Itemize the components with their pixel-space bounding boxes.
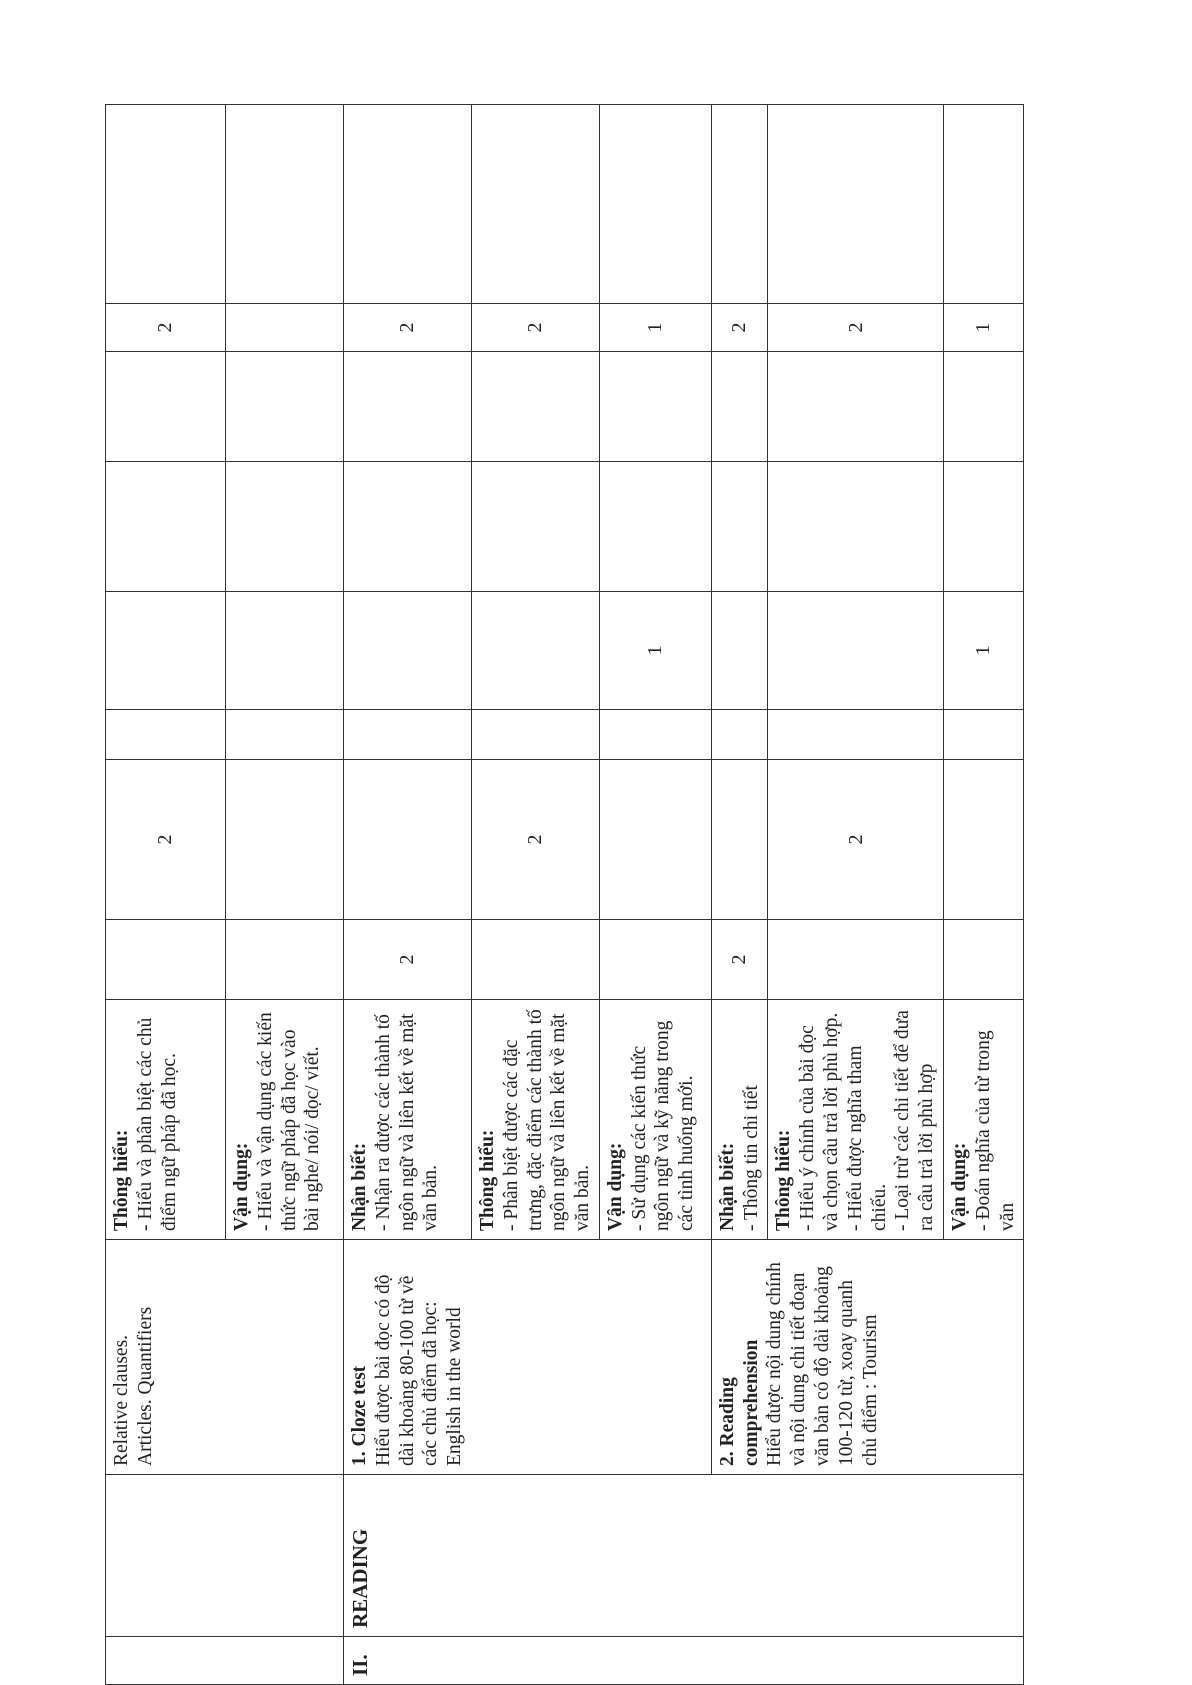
skill-description-cell: [106, 1000, 226, 1240]
question-count-cell: [599, 920, 711, 1000]
question-count-cell: [106, 920, 226, 1000]
question-count-cell: [106, 352, 226, 462]
question-count-cell: 2: [472, 760, 600, 920]
question-count-cell: [599, 105, 711, 304]
topic-cell: [106, 1240, 344, 1475]
topic-line: English in the world: [444, 1307, 466, 1466]
question-count-cell: [226, 304, 344, 352]
table-row: [711, 105, 768, 1685]
question-count-cell: [106, 462, 226, 592]
question-count-cell: [226, 462, 344, 592]
question-count-cell: [599, 710, 711, 760]
question-count-cell: 1: [599, 304, 711, 352]
table-row: [106, 105, 226, 1685]
question-count-cell: [711, 760, 768, 920]
question-count-cell: 2: [711, 304, 768, 352]
question-count-cell: [344, 592, 472, 710]
rotated-document-page: [105, 105, 1185, 1685]
question-count-cell: [106, 592, 226, 710]
question-count-cell: [344, 710, 472, 760]
cognitive-level-label: Thông hiểu:: [477, 1129, 498, 1231]
question-count-cell: [599, 760, 711, 920]
question-count-cell: 2: [472, 304, 600, 352]
question-count-cell: [599, 462, 711, 592]
question-count-cell: 1: [943, 304, 1023, 352]
question-count-cell: [344, 352, 472, 462]
description-line: - Sử dụng các kiến thức ngôn ngữ và kỹ năng trong các tình huống mới.: [628, 1020, 698, 1231]
question-count-cell: 2: [344, 304, 472, 352]
question-count-cell: [226, 592, 344, 710]
description-line: - Hiểu và vận dụng các kiến thức ngữ pháp đã học vào bài nghe/ nói/ đọc/ viết.: [254, 1012, 324, 1231]
question-count-cell: [599, 352, 711, 462]
question-count-cell: 2: [106, 760, 226, 920]
cognitive-level-label: Vận dụng:: [948, 1142, 970, 1231]
description-line: - Phân biệt được các đặc trưng, đặc điểm các thành tố ngôn ngữ và liên kết về mặt văn bản.: [500, 1009, 594, 1231]
skill-description-cell: [472, 1000, 600, 1240]
question-count-cell: 2: [106, 304, 226, 352]
question-count-cell: [943, 760, 1023, 920]
question-count-cell: [472, 710, 600, 760]
topic-line: 1. Cloze test: [349, 1365, 370, 1466]
question-count-cell: [943, 352, 1023, 462]
description-line: - Hiểu ý chính của bài đọc và chọn câu trả lời phù hợp.: [797, 1012, 843, 1231]
section-name-cell: READING: [344, 1475, 1024, 1637]
cognitive-level-label: Vận dụng:: [604, 1142, 626, 1231]
question-count-cell: [226, 352, 344, 462]
question-count-cell: [768, 352, 943, 462]
question-count-cell: [226, 710, 344, 760]
question-count-cell: 1: [599, 592, 711, 710]
skill-description-cell: [768, 1000, 943, 1240]
question-count-cell: [768, 710, 943, 760]
description-line: - Nhận ra được các thành tố ngôn ngữ và liên kết về mặt văn bản.: [372, 1013, 442, 1231]
skill-description-cell: [711, 1000, 768, 1240]
question-count-cell: [106, 710, 226, 760]
description-line: - Hiểu và phân biệt các chủ điểm ngữ pháp đã học.: [134, 1017, 180, 1231]
question-count-cell: [768, 920, 943, 1000]
table-row: [344, 105, 472, 1685]
question-count-cell: [711, 352, 768, 462]
description-line: - Thông tin chi tiết: [740, 1085, 762, 1231]
question-count-cell: [711, 710, 768, 760]
topic-cell: [344, 1240, 712, 1475]
question-count-cell: [472, 352, 600, 462]
question-count-cell: 2: [768, 760, 943, 920]
question-count-cell: [226, 920, 344, 1000]
question-count-cell: [344, 760, 472, 920]
cognitive-level-label: Nhận biết:: [349, 1142, 370, 1231]
topic-line: Articles. Quantifiers: [134, 1306, 156, 1466]
topic-line: Hiểu được nội dung chính và nội dung chi tiết đoạn văn bản có độ dài khoảng 100-120 từ, xoay quanh chủ điểm : Tourism: [764, 1262, 881, 1466]
cognitive-level-label: Thông hiểu:: [773, 1129, 795, 1231]
question-count-cell: 2: [711, 920, 768, 1000]
topic-line: 2. Reading comprehension: [716, 1339, 762, 1466]
question-count-cell: [768, 105, 943, 304]
section-name-cell: [106, 1475, 344, 1637]
question-count-cell: [472, 105, 600, 304]
question-count-cell: [768, 592, 943, 710]
skill-description-cell: [599, 1000, 711, 1240]
question-count-cell: [344, 105, 472, 304]
cognitive-level-label: Thông hiểu:: [111, 1129, 132, 1231]
question-count-cell: [106, 105, 226, 304]
topic-line: Hiểu được bài đọc có độ dài khoảng 80-100 từ về các chủ điểm đã học:: [372, 1274, 442, 1466]
question-count-cell: [943, 105, 1023, 304]
question-count-cell: [943, 920, 1023, 1000]
description-line: - Đoán nghĩa của từ trong văn: [972, 1030, 1018, 1231]
exam-matrix-table: [105, 104, 1024, 1685]
skill-description-cell: [344, 1000, 472, 1240]
section-number-cell: [106, 1637, 344, 1685]
topic-line: Relative clauses.: [111, 1334, 132, 1466]
question-count-cell: [226, 105, 344, 304]
cognitive-level-label: Nhận biết:: [716, 1142, 738, 1231]
topic-cell: [711, 1240, 1023, 1475]
question-count-cell: [711, 105, 768, 304]
question-count-cell: [711, 592, 768, 710]
skill-description-cell: [226, 1000, 344, 1240]
question-count-cell: 2: [768, 304, 943, 352]
question-count-cell: [472, 920, 600, 1000]
question-count-cell: [711, 462, 768, 592]
question-count-cell: [472, 592, 600, 710]
description-line: - Hiểu được nghĩa tham chiếu.: [844, 1045, 890, 1231]
question-count-cell: [344, 462, 472, 592]
section-number-cell: II.: [344, 1637, 1024, 1685]
question-count-cell: [943, 710, 1023, 760]
question-count-cell: [226, 760, 344, 920]
question-count-cell: [768, 462, 943, 592]
question-count-cell: 2: [344, 920, 472, 1000]
question-count-cell: 1: [943, 592, 1023, 710]
description-line: - Loại trừ các chi tiết để đưa ra câu trả lời phù hợp: [892, 1010, 938, 1231]
question-count-cell: [943, 462, 1023, 592]
question-count-cell: [472, 462, 600, 592]
cognitive-level-label: Vận dụng:: [231, 1142, 252, 1231]
skill-description-cell: [943, 1000, 1023, 1240]
